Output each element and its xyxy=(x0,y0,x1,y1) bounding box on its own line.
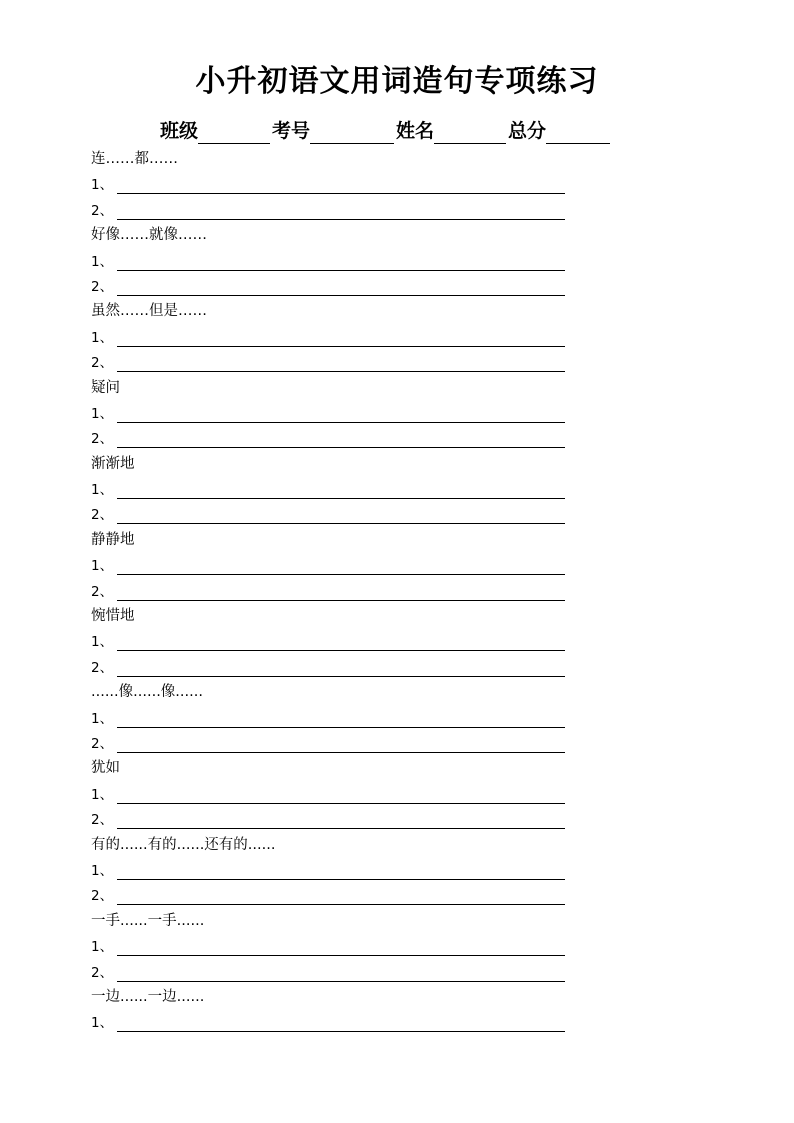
exercise-section xyxy=(91,756,611,832)
answer-row xyxy=(91,960,611,985)
section-title: 一边......一边...... xyxy=(91,988,205,1005)
number-field[interactable] xyxy=(310,123,394,144)
answer-row xyxy=(91,629,611,654)
section-title: 有的......有的......还有的...... xyxy=(91,836,276,853)
answer-row xyxy=(91,706,611,731)
answer-line[interactable] xyxy=(117,879,565,880)
answer-number: 2、 xyxy=(91,888,114,905)
answer-line[interactable] xyxy=(117,371,565,372)
answer-row xyxy=(91,401,611,426)
answer-row xyxy=(91,274,611,299)
number-label: 考号 xyxy=(272,120,311,142)
answer-line[interactable] xyxy=(117,193,565,194)
answer-row xyxy=(91,807,611,832)
exercise-sections xyxy=(91,147,611,1036)
exercise-section xyxy=(91,299,611,375)
section-title: 静静地 xyxy=(91,531,135,548)
answer-line[interactable] xyxy=(117,270,565,271)
answer-line[interactable] xyxy=(117,650,565,651)
answer-number: 1、 xyxy=(91,634,114,651)
answer-line[interactable] xyxy=(117,803,565,804)
student-info-row xyxy=(160,114,612,144)
answer-number: 2、 xyxy=(91,431,114,448)
answer-number: 2、 xyxy=(91,659,114,676)
answer-row xyxy=(91,1010,611,1035)
section-title: 一手......一手...... xyxy=(91,912,205,929)
answer-number: 2、 xyxy=(91,278,114,295)
answer-row xyxy=(91,325,611,350)
exercise-section xyxy=(91,376,611,452)
section-title: 虽然……但是…… xyxy=(91,303,207,320)
answer-number: 1、 xyxy=(91,558,114,575)
answer-number: 2、 xyxy=(91,812,114,829)
exercise-section xyxy=(91,833,611,909)
answer-number: 1、 xyxy=(91,939,114,956)
answer-number: 1、 xyxy=(91,253,114,270)
section-title: 渐渐地 xyxy=(91,455,135,472)
answer-row xyxy=(91,249,611,274)
answer-row xyxy=(91,655,611,680)
exercise-section xyxy=(91,909,611,985)
answer-row xyxy=(91,858,611,883)
answer-row xyxy=(91,477,611,502)
answer-number: 2、 xyxy=(91,507,114,524)
section-title: 连……都…… xyxy=(91,151,178,167)
answer-row xyxy=(91,883,611,908)
section-title: 犹如 xyxy=(91,760,120,777)
answer-line[interactable] xyxy=(117,422,565,423)
answer-line[interactable] xyxy=(117,981,565,982)
answer-line[interactable] xyxy=(117,600,565,601)
answer-line[interactable] xyxy=(117,346,565,347)
answer-row xyxy=(91,502,611,527)
section-title: 惋惜地 xyxy=(91,608,135,625)
answer-number: 2、 xyxy=(91,202,114,219)
answer-number: 1、 xyxy=(91,1015,114,1032)
answer-line[interactable] xyxy=(117,1031,565,1032)
answer-line[interactable] xyxy=(117,574,565,575)
answer-number: 1、 xyxy=(91,177,114,194)
answer-row xyxy=(91,426,611,451)
answer-row xyxy=(91,553,611,578)
answer-row xyxy=(91,198,611,223)
answer-row xyxy=(91,172,611,197)
name-label: 姓名 xyxy=(396,120,435,142)
page-title: 小升初语文用词造句专项练习 xyxy=(195,64,599,99)
class-field[interactable] xyxy=(198,123,270,144)
answer-number: 1、 xyxy=(91,710,114,727)
answer-line[interactable] xyxy=(117,219,565,220)
answer-number: 2、 xyxy=(91,735,114,752)
name-field[interactable] xyxy=(434,123,506,144)
answer-line[interactable] xyxy=(117,523,565,524)
exercise-section xyxy=(91,223,611,299)
section-title: ......像......像...... xyxy=(91,684,203,701)
exercise-section xyxy=(91,452,611,528)
score-field[interactable] xyxy=(546,123,610,144)
answer-line[interactable] xyxy=(117,676,565,677)
exercise-section xyxy=(91,528,611,604)
answer-number: 1、 xyxy=(91,786,114,803)
exercise-section xyxy=(91,604,611,680)
answer-row xyxy=(91,782,611,807)
answer-line[interactable] xyxy=(117,828,565,829)
answer-number: 1、 xyxy=(91,862,114,879)
score-label: 总分 xyxy=(508,120,547,142)
section-title: 好像……就像…… xyxy=(91,227,207,244)
answer-row xyxy=(91,934,611,959)
exercise-section xyxy=(91,147,611,223)
answer-row xyxy=(91,350,611,375)
answer-line[interactable] xyxy=(117,955,565,956)
answer-number: 2、 xyxy=(91,583,114,600)
answer-number: 2、 xyxy=(91,355,114,372)
section-title: 疑问 xyxy=(91,379,120,396)
answer-line[interactable] xyxy=(117,727,565,728)
answer-number: 1、 xyxy=(91,482,114,499)
answer-line[interactable] xyxy=(117,447,565,448)
exercise-section xyxy=(91,680,611,756)
class-label: 班级 xyxy=(160,120,199,142)
exercise-section xyxy=(91,985,611,1036)
answer-line[interactable] xyxy=(117,498,565,499)
answer-line[interactable] xyxy=(117,752,565,753)
answer-number: 1、 xyxy=(91,405,114,422)
answer-number: 2、 xyxy=(91,964,114,981)
answer-line[interactable] xyxy=(117,904,565,905)
answer-row xyxy=(91,731,611,756)
answer-number: 1、 xyxy=(91,329,114,346)
answer-row xyxy=(91,579,611,604)
answer-line[interactable] xyxy=(117,295,565,296)
